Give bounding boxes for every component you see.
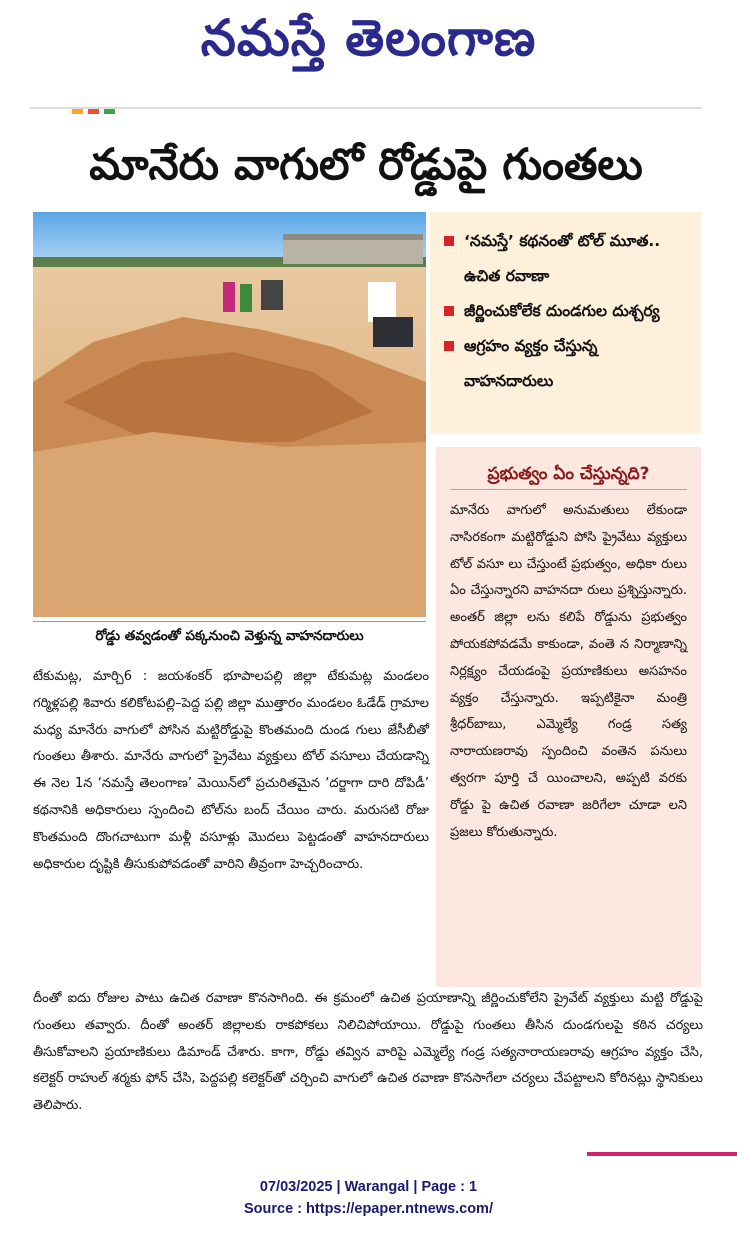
highlight-item <box>440 329 691 399</box>
bullet-square-icon <box>444 341 454 351</box>
accent-rule <box>587 1152 737 1156</box>
photo-illustration <box>33 212 426 617</box>
highlight-text: ‘నమస్తే’ కథనంతో టోల్ మూత.. ఉచిత రవాణా <box>464 232 661 285</box>
masthead-rule <box>30 107 702 109</box>
highlight-text: ఆగ్రహం వ్యక్తం చేస్తున్న వాహనదారులు <box>464 337 598 390</box>
sidebar-box <box>436 447 701 987</box>
highlights-box <box>430 212 701 434</box>
sidebar-text: మానేరు వాగులో అనుమతులు లేకుండా నాసిరకంగా మట్టిరోడ్డుని పోసి ప్రైవేటు వ్యక్తులు టోల్ వసూ లు చేస్తుంటే ప్రభుత్వం, అధికా రులు ఏం చేస్తున్నారని వాహనదా రులు ప్రశ్నిస్తున్నారు. అంతర్ జిల్లా లను కలిపే రోడ్డును ప్రభుత్వం పోయకపోవడమే కాకుండా, వంతె న నిర్మాణాన్ని నిర్లక్ష్యం చేయడంపై ప్రయాణికులు అసహనం వ్యక్తం చేస్తున్నారు. ఇప్పటికైనా మంత్రి శ్రీధర్‌బాబు, ఎమ్మెల్యే గండ్ర సత్య నారాయణరావు స్పందించి వంతెన పనులు త్వరగా పూర్తి చే యించాలని, అప్పటి వరకు రోడ్డు పై ఉచిత రవాణా జరిగేలా చూడా లని ప్రజలు కోరుతున్నారు. <box>450 503 687 840</box>
highlight-text: జీర్ణించుకోలేక దుండగుల దుశ్చర్య <box>464 302 660 320</box>
highlight-item <box>440 224 691 294</box>
page-footer <box>0 1176 737 1220</box>
article-body-column: టేకుమట్ల, మార్చి6 : జయశంకర్ భూపాలపల్లి జిల్లా టేకుమట్ల మండలం గర్మిళ్లపల్లి శివారు కలికోటపల్లి–పెద్ద పల్లి జిల్లా ముత్తారం మండలం ఓడేడ్ గ్రామాల మధ్య మానేరు వాగులో పోసిన మట్టిరోడ్డుపై కొంతమంది దుండ గులు జేసీబీతో గుంతలు తీశారు. మానేరు వాగులో ప్రైవేటు వ్యక్తులు టోల్ వసూలు చేయడాన్ని ఈ నెల 1న ‘నమస్తే తెలంగాణ’ మెయిన్‌లో ప్రచురితమైన ‘దర్జాగా దారి దోపిడీ’ కథనానికి అధికారులు స్పందించి టోల్‌ను బంద్ చేయిం చారు. మరుసటి రోజు కొంతమంది దొంగచాటుగా మళ్లీ వసూళ్లు మొదలు పెట్టడంతో వాహనదారులు అధికారుల దృష్టికి తీసుకుపోవడంతో వారిని తీవ్రంగా హెచ్చరించారు. <box>33 669 429 872</box>
photo-caption: రోడ్డు తవ్వడంతో పక్కనుంచి వెళ్తున్న వాహనదారులు <box>33 621 426 650</box>
bullet-square-icon <box>444 236 454 246</box>
article-headline: మానేరు వాగులో రోడ్డుపై గుంతలు <box>89 140 643 190</box>
footer-source-line[interactable]: Source : https://epaper.ntnews.com/ <box>244 1201 493 1217</box>
bullet-square-icon <box>444 306 454 316</box>
footer-edition-line: 07/03/2025 | Warangal | Page : 1 <box>259 1179 478 1195</box>
article-photo <box>33 212 426 617</box>
masthead-title: నమస్తే తెలంగాణ <box>200 8 537 67</box>
sidebar-title: ప్రభుత్వం ఏం చేస్తున్నది? <box>450 459 687 490</box>
article-body-wide: దీంతో ఐదు రోజుల పాటు ఉచిత రవాణా కొనసాగింది. ఈ క్రమంలో ఉచిత ప్రయాణాన్ని జీర్ణించుకోలేని ప్రైవేట్ వ్యక్తులు మట్టి రోడ్డుపై గుంతలు తవ్వారు. దీంతో అంతర్ జిల్లాలకు రాకపోకలు నిలిచిపోయాయి. రోడ్డుపై గుంతలు తీసిన దుండగులపై కఠిన చర్యలు తీసుకోవాలని ప్రయాణికులు డిమాండ్ చేశారు. కాగా, రోడ్డు తవ్విన వారిపై ఎమ్మెల్యే గండ్ర సత్యనారాయణరావు ఆగ్రహం వ్యక్తం చేసి, కలెక్టర్ రాహుల్ శర్మకు ఫోన్ చేసి, పెద్దపల్లి కలెక్టర్‌తో చర్చించి వాగులో ఉచిత రవాణా కొనసాగేలా చర్యలు చేపట్టాలని కోరినట్లు స్థానికులు తెలిపారు. <box>33 991 703 1114</box>
highlight-item <box>440 294 691 329</box>
